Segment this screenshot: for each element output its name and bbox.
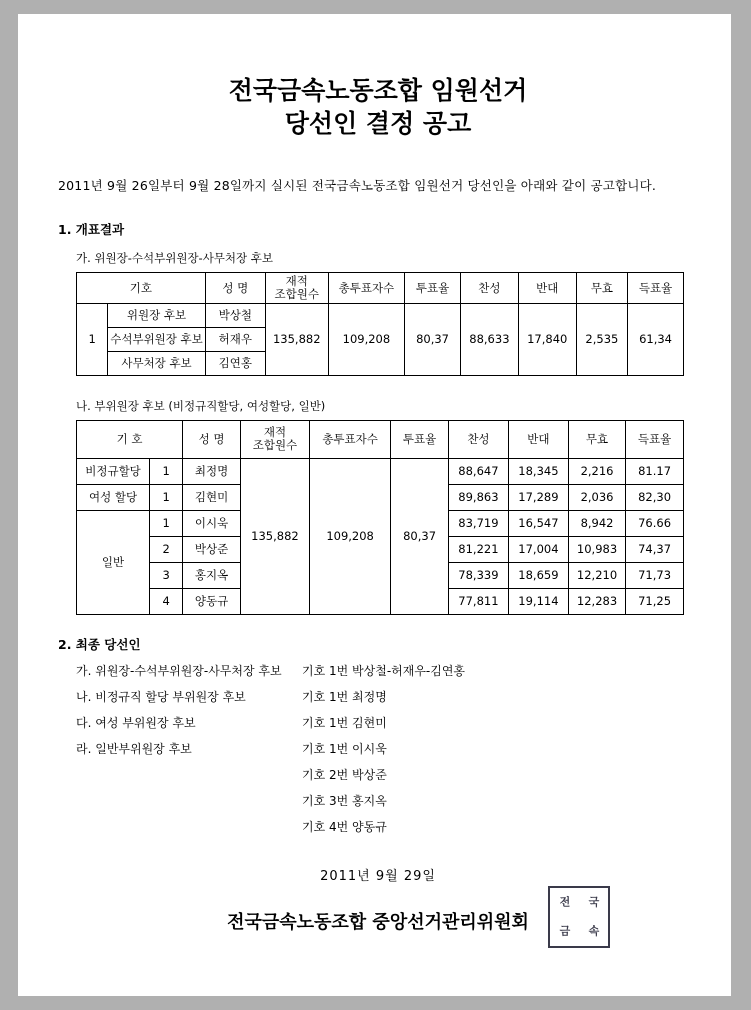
final-value: 기호 1번 이시욱: [302, 741, 387, 756]
cell-no: 16,547: [508, 510, 568, 536]
header-total-votes: 총투표자수: [328, 273, 404, 304]
header-members: 재적 조합원수: [265, 273, 328, 304]
cell-number: 4: [150, 588, 183, 614]
cell-total-votes: 109,208: [328, 303, 404, 375]
cell-position: 수석부위원장 후보: [108, 327, 206, 351]
cell-yes: 83,719: [448, 510, 508, 536]
cell-no: 19,114: [508, 588, 568, 614]
section-1a-subheading: 가. 위원장-수석부위원장-사무처장 후보: [76, 251, 274, 265]
header-name: 성 명: [205, 273, 265, 304]
cell-number: 3: [150, 562, 183, 588]
cell-no: 18,345: [508, 458, 568, 484]
cell-rate: 71,25: [626, 588, 684, 614]
organization-name: 전국금속노동조합 중앙선거관리위원회: [227, 911, 529, 933]
header-rate: 득표율: [628, 273, 684, 304]
cell-members: 135,882: [265, 303, 328, 375]
table-row: [77, 303, 684, 327]
cell-no: 17,004: [508, 536, 568, 562]
cell-rate: 61,34: [628, 303, 684, 375]
cell-name: 최정명: [183, 458, 241, 484]
seal-char: 속: [587, 925, 600, 938]
header-turnout: 투표율: [405, 273, 461, 304]
header-invalid: 무효: [576, 273, 627, 304]
cell-no: 17,840: [518, 303, 576, 375]
cell-name: 김연홍: [205, 351, 265, 375]
cell-invalid: 2,535: [576, 303, 627, 375]
final-label: 다. 여성 부위원장 후보: [76, 715, 196, 730]
header-rate: 득표율: [626, 420, 684, 458]
cell-rate: 71,73: [626, 562, 684, 588]
list-item: [76, 766, 698, 783]
header-code: 기호: [77, 273, 206, 304]
list-item: [76, 792, 698, 809]
cell-rate: 76.66: [626, 510, 684, 536]
cell-yes: 89,863: [448, 484, 508, 510]
cell-invalid: 12,210: [568, 562, 625, 588]
results-table-vice-chairs: [76, 420, 684, 615]
list-item: [76, 688, 698, 705]
seal-char: 국: [587, 896, 600, 909]
results-table-leadership: [76, 272, 684, 376]
final-value: 기호 1번 박상철-허재우-김연홍: [302, 663, 466, 678]
list-item: [76, 662, 698, 679]
section-1-heading: 1. 개표결과: [58, 222, 125, 237]
final-value: 기호 1번 최정명: [302, 689, 387, 704]
cell-group-label: 여성 할당: [77, 484, 150, 510]
official-seal-icon: [548, 886, 610, 948]
header-invalid: 무효: [568, 420, 625, 458]
cell-code: 1: [77, 303, 108, 375]
cell-name: 허재우: [205, 327, 265, 351]
issue-date: 2011년 9월 29일: [320, 868, 436, 884]
table-row: [77, 458, 684, 484]
header-yes: 찬성: [448, 420, 508, 458]
final-value: 기호 1번 김현미: [302, 715, 387, 730]
cell-invalid: 2,216: [568, 458, 625, 484]
final-label: 라. 일반부위원장 후보: [76, 741, 192, 756]
cell-name: 박상철: [205, 303, 265, 327]
cell-number: 2: [150, 536, 183, 562]
cell-group-label: 일반: [77, 510, 150, 614]
issuing-organization: [58, 896, 698, 938]
cell-name: 김현미: [183, 484, 241, 510]
cell-members: 135,882: [240, 458, 309, 614]
final-value: 기호 2번 박상준: [302, 767, 387, 782]
cell-group-label: 비정규할당: [77, 458, 150, 484]
seal-char: 금: [558, 925, 571, 938]
cell-position: 사무처장 후보: [108, 351, 206, 375]
cell-invalid: 10,983: [568, 536, 625, 562]
cell-yes: 81,221: [448, 536, 508, 562]
cell-name: 박상준: [183, 536, 241, 562]
cell-no: 17,289: [508, 484, 568, 510]
cell-yes: 88,647: [448, 458, 508, 484]
cell-turnout: 80,37: [391, 458, 449, 614]
cell-invalid: 8,942: [568, 510, 625, 536]
final-winners-list: [76, 662, 698, 835]
list-item: [76, 714, 698, 731]
cell-number: 1: [150, 458, 183, 484]
header-total-votes: 총투표자수: [310, 420, 391, 458]
table-header-row: [77, 273, 684, 304]
header-no: 반대: [518, 273, 576, 304]
cell-rate: 82,30: [626, 484, 684, 510]
final-label: [76, 818, 302, 835]
cell-rate: 81.17: [626, 458, 684, 484]
final-label: [76, 792, 302, 809]
list-item: [76, 740, 698, 757]
list-item: [76, 818, 698, 835]
cell-number: 1: [150, 484, 183, 510]
document-page: [18, 14, 731, 996]
cell-invalid: 12,283: [568, 588, 625, 614]
header-no: 반대: [508, 420, 568, 458]
section-1b-subheading: 나. 부위원장 후보 (비정규직할당, 여성할당, 일반): [76, 398, 326, 413]
intro-paragraph: 2011년 9월 26일부터 9월 28일까지 실시된 전국금속노동조합 임원선거 당선인을 아래와 같이 공고합니다.: [58, 178, 657, 193]
title-line-1: 전국금속노동조합 임원선거: [228, 76, 528, 105]
final-label: [76, 766, 302, 783]
cell-invalid: 2,036: [568, 484, 625, 510]
header-code: 기 호: [77, 420, 183, 458]
cell-name: 이시욱: [183, 510, 241, 536]
cell-turnout: 80,37: [405, 303, 461, 375]
cell-position: 위원장 후보: [108, 303, 206, 327]
cell-name: 양동규: [183, 588, 241, 614]
section-2-heading: 2. 최종 당선인: [58, 636, 141, 652]
header-turnout: 투표율: [391, 420, 449, 458]
cell-number: 1: [150, 510, 183, 536]
final-label: 가. 위원장-수석부위원장-사무처장 후보: [76, 663, 282, 678]
header-members: 재적 조합원수: [240, 420, 309, 458]
table-header-row: [77, 420, 684, 458]
cell-yes: 78,339: [448, 562, 508, 588]
cell-rate: 74,37: [626, 536, 684, 562]
title-line-2: 당선인 결정 공고: [284, 109, 472, 138]
seal-char: 전: [558, 896, 571, 909]
header-yes: 찬성: [460, 273, 518, 304]
document-body: [58, 14, 698, 938]
cell-total-votes: 109,208: [310, 458, 391, 614]
cell-name: 홍지옥: [183, 562, 241, 588]
final-value: 기호 4번 양동규: [302, 819, 387, 834]
final-label: 나. 비정규직 할당 부위원장 후보: [76, 689, 246, 704]
final-value: 기호 3번 홍지옥: [302, 793, 387, 808]
cell-yes: 88,633: [460, 303, 518, 375]
page-title: [58, 74, 698, 140]
header-name: 성 명: [183, 420, 241, 458]
cell-yes: 77,811: [448, 588, 508, 614]
cell-no: 18,659: [508, 562, 568, 588]
